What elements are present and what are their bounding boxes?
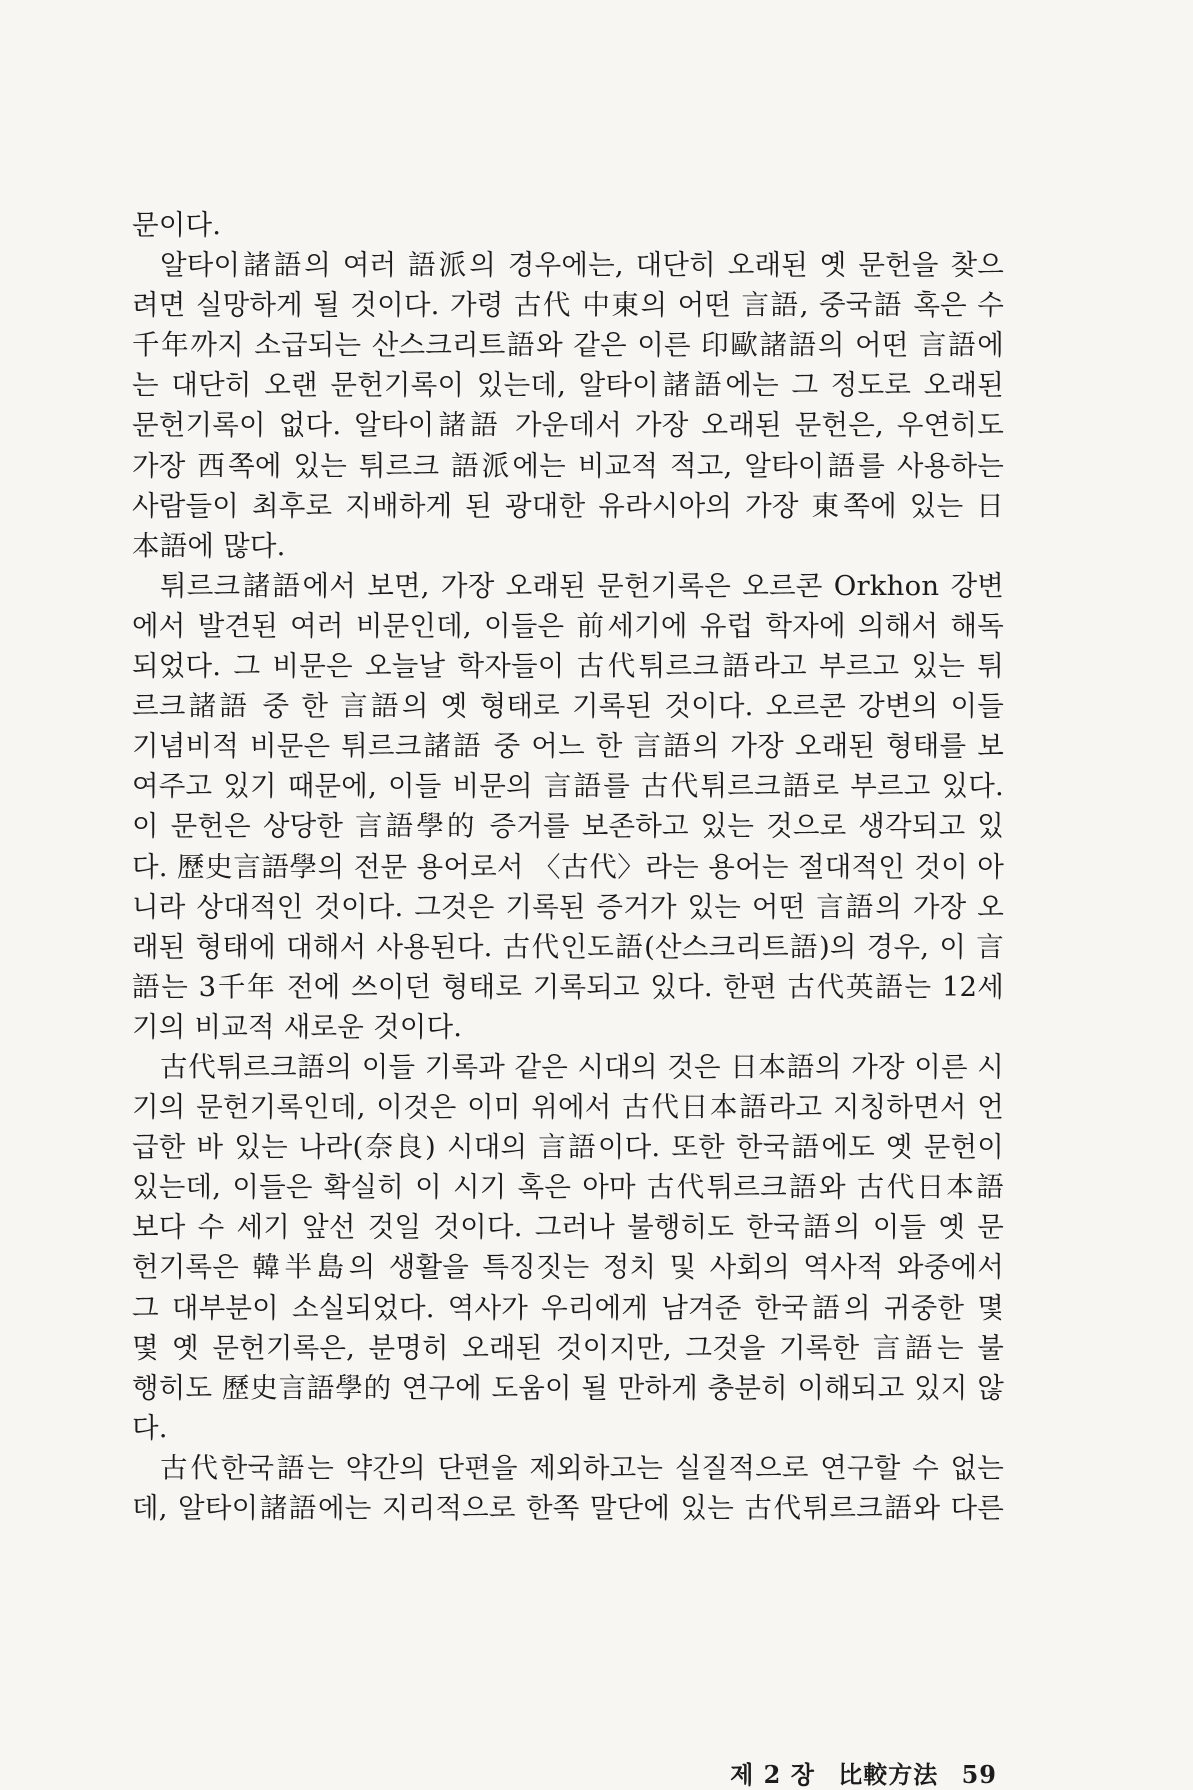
text-line: 니라 상대적인 것이다. 그것은 기록된 증거가 있는 어떤 言語의 가장 오 bbox=[132, 890, 1004, 923]
text-line: 알타이諸語의 여러 語派의 경우에는, 대단히 오래된 옛 문헌을 찾으 bbox=[160, 249, 1004, 282]
text-line: 사람들이 최후로 지배하게 된 광대한 유라시아의 가장 東쪽에 있는 日 bbox=[132, 489, 1004, 522]
text-line: 本語에 많다. bbox=[132, 529, 286, 562]
text-line: 기념비적 비문은 튀르크諸語 중 어느 한 言語의 가장 오래된 형태를 보 bbox=[132, 730, 1004, 763]
text-line: 행히도 歷史言語學的 연구에 도움이 될 만하게 충분히 이해되고 있지 않 bbox=[132, 1371, 1004, 1404]
text-line: 몇 옛 문헌기록은, 분명히 오래된 것이지만, 그것을 기록한 言語는 불 bbox=[132, 1331, 1004, 1364]
text-line: 보다 수 세기 앞선 것일 것이다. 그러나 불행히도 한국語의 이들 옛 문 bbox=[132, 1211, 1004, 1244]
text-line: 이 문헌은 상당한 言語學的 증거를 보존하고 있는 것으로 생각되고 있 bbox=[132, 810, 1004, 843]
text-line: 語는 3千年 전에 쓰이던 형태로 기록되고 있다. 한편 古代英語는 12세 bbox=[132, 970, 1004, 1003]
text-line: 千年까지 소급되는 산스크리트語와 같은 이른 印歐諸語의 어떤 言語에 bbox=[132, 329, 1004, 362]
text-line: 는 대단히 오랜 문헌기록이 있는데, 알타이諸語에는 그 정도로 오래된 bbox=[132, 369, 1004, 402]
text-line: 다. bbox=[132, 1411, 168, 1444]
text-line: 문이다. bbox=[132, 209, 222, 241]
text-line: 古代튀르크語의 이들 기록과 같은 시대의 것은 日本語의 가장 이른 시 bbox=[160, 1050, 1004, 1083]
body-text bbox=[132, 205, 1004, 1528]
text-line: 다. 歷史言語學의 전문 용어로서 〈古代〉라는 용어는 절대적인 것이 아 bbox=[132, 850, 1004, 883]
text-line: 기의 문헌기록인데, 이것은 이미 위에서 古代日本語라고 지칭하면서 언 bbox=[132, 1091, 1004, 1124]
text-line: 그 대부분이 소실되었다. 역사가 우리에게 남겨준 한국語의 귀중한 몇 bbox=[132, 1291, 1004, 1324]
text-line: 헌기록은 韓半島의 생활을 특징짓는 정치 및 사회의 역사적 와중에서 bbox=[132, 1251, 1004, 1284]
text-line: 古代한국語는 약간의 단편을 제외하고는 실질적으로 연구할 수 없는 bbox=[160, 1451, 1004, 1484]
text-line: 되었다. 그 비문은 오늘날 학자들이 古代튀르크語라고 부르고 있는 튀 bbox=[132, 650, 1004, 683]
chapter-label: 제 2 장 bbox=[730, 1760, 815, 1789]
running-footer bbox=[716, 1755, 997, 1790]
text-line: 래된 형태에 대해서 사용된다. 古代인도語(산스크리트語)의 경우, 이 言 bbox=[132, 930, 1004, 963]
text-line: 르크諸語 중 한 言語의 옛 형태로 기록된 것이다. 오르콘 강변의 이들 bbox=[132, 690, 1004, 723]
text-line: 튀르크諸語에서 보면, 가장 오래된 문헌기록은 오르콘 Orkhon 강변 bbox=[160, 569, 1004, 602]
text-line: 기의 비교적 새로운 것이다. bbox=[132, 1010, 463, 1043]
text-line: 가장 西쪽에 있는 튀르크 語派에는 비교적 적고, 알타이語를 사용하는 bbox=[132, 449, 1004, 482]
section-title: 比較方法 bbox=[838, 1760, 939, 1789]
text-line: 여주고 있기 때문에, 이들 비문의 言語를 古代튀르크語로 부르고 있다. bbox=[132, 770, 1004, 803]
text-line: 있는데, 이들은 확실히 이 시기 혹은 아마 古代튀르크語와 古代日本語 bbox=[132, 1171, 1004, 1204]
text-line: 에서 발견된 여러 비문인데, 이들은 前세기에 유럽 학자에 의해서 해독 bbox=[132, 609, 1004, 642]
page-number: 59 bbox=[961, 1760, 997, 1789]
text-line: 려면 실망하게 될 것이다. 가령 古代 中東의 어떤 言語, 중국語 혹은 수 bbox=[132, 289, 1004, 322]
text-line: 문헌기록이 없다. 알타이諸語 가운데서 가장 오래된 문헌은, 우연히도 bbox=[132, 409, 1004, 442]
text-line: 데, 알타이諸語에는 지리적으로 한쪽 말단에 있는 古代튀르크語와 다른 bbox=[132, 1492, 1004, 1524]
text-line: 급한 바 있는 나라(奈良) 시대의 言語이다. 또한 한국語에도 옛 문헌이 bbox=[132, 1131, 1004, 1164]
